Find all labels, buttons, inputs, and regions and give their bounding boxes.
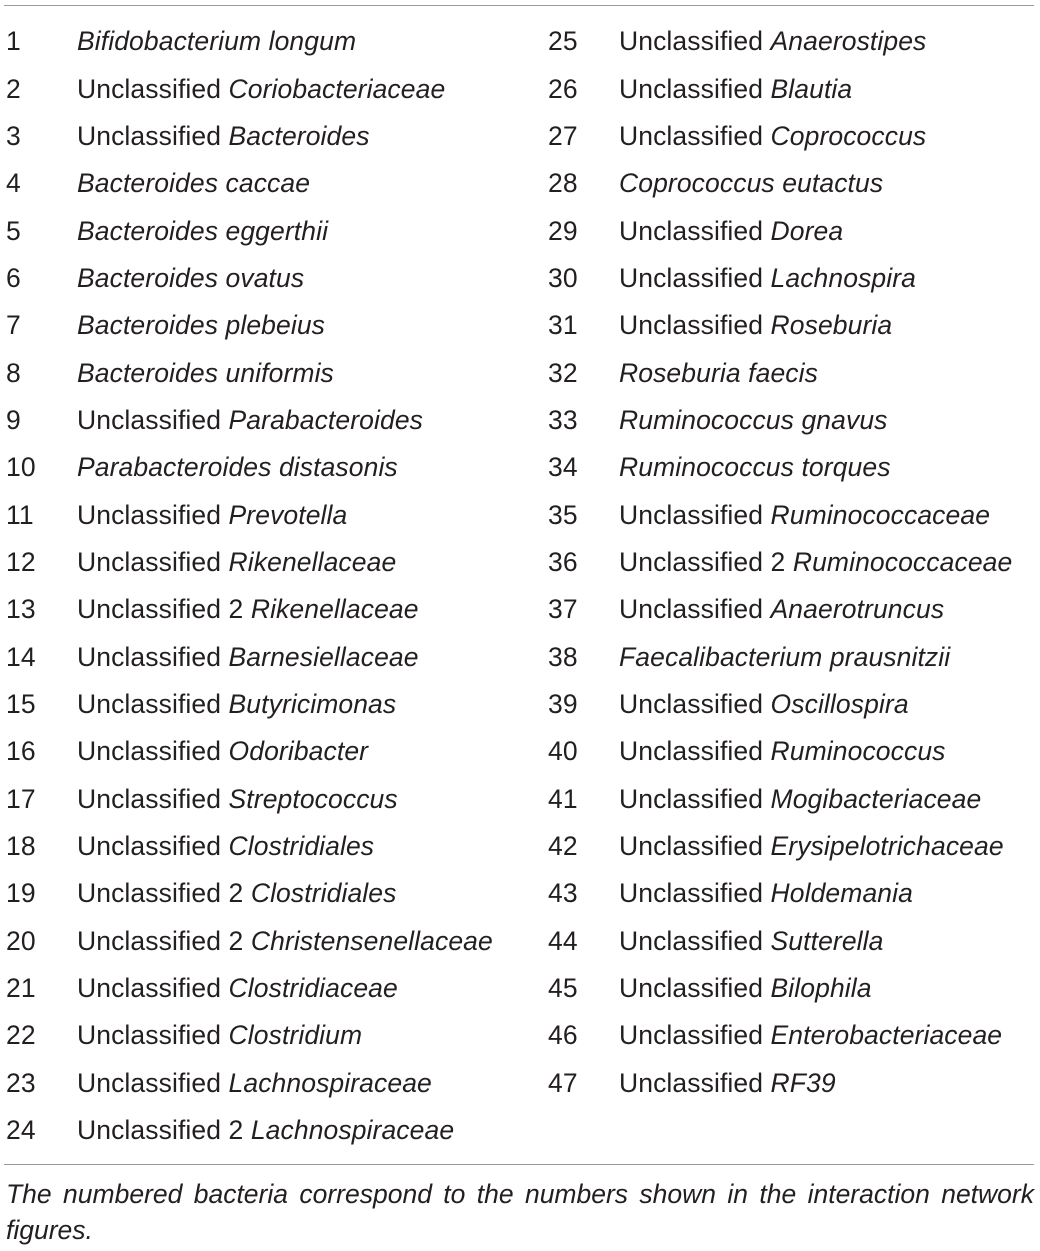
bacteria-name <box>77 263 304 294</box>
bacteria-taxon: Lachnospira <box>770 262 917 293</box>
bacteria-number: 3 <box>6 120 21 151</box>
bacteria-name <box>77 216 328 247</box>
table-row <box>548 681 1038 728</box>
bacteria-number: 32 <box>548 357 578 388</box>
bacteria-number: 16 <box>6 736 36 767</box>
bacteria-taxon: Blautia <box>770 73 853 104</box>
table-row <box>6 1107 536 1154</box>
bacteria-name-prefix: Unclassified <box>619 783 771 814</box>
bacteria-number: 7 <box>6 310 21 341</box>
table-row <box>6 207 536 254</box>
bacteria-name-prefix: Unclassified <box>77 546 229 577</box>
bacteria-taxon: Faecalibacterium prausnitzii <box>619 641 951 672</box>
table-row <box>548 539 1038 586</box>
bacteria-name <box>77 594 419 625</box>
bacteria-name <box>619 1068 836 1099</box>
bacteria-number: 8 <box>6 357 21 388</box>
bacteria-name-prefix: Unclassified 2 <box>77 1115 251 1146</box>
bacteria-taxon: Odoribacter <box>228 736 369 767</box>
bacteria-taxon: Lachnospiraceae <box>250 1115 455 1146</box>
table-row <box>548 1012 1038 1059</box>
bacteria-name <box>77 26 356 57</box>
table-row <box>6 444 536 491</box>
bacteria-taxon: Rikenellaceae <box>250 594 419 625</box>
bacteria-number: 1 <box>6 26 21 57</box>
bacteria-name <box>619 358 818 389</box>
bacteria-name <box>77 500 347 531</box>
bacteria-name <box>619 878 913 909</box>
table-row <box>548 397 1038 444</box>
bacteria-number: 43 <box>548 878 578 909</box>
table-row <box>548 728 1038 775</box>
bacteria-name <box>619 405 888 436</box>
bacteria-name <box>619 263 916 294</box>
bacteria-name-prefix: Unclassified <box>619 688 771 719</box>
bacteria-number: 5 <box>6 215 21 246</box>
table-row <box>6 681 536 728</box>
bacteria-name-prefix: Unclassified <box>619 215 771 246</box>
table-row <box>548 444 1038 491</box>
bacteria-number: 4 <box>6 168 21 199</box>
bacteria-name-prefix: Unclassified <box>619 973 771 1004</box>
bacteria-name <box>77 784 398 815</box>
bacteria-taxon: Rikenellaceae <box>228 546 397 577</box>
bacteria-name-prefix: Unclassified 2 <box>77 925 251 956</box>
table-row <box>6 823 536 870</box>
bacteria-name <box>619 926 883 957</box>
bacteria-number: 25 <box>548 26 578 57</box>
bacteria-name-prefix: Unclassified <box>77 73 229 104</box>
bacteria-name-prefix: Unclassified <box>77 1067 229 1098</box>
bacteria-name <box>77 1068 432 1099</box>
bacteria-name <box>77 74 445 105</box>
bacteria-name-prefix: Unclassified <box>619 831 771 862</box>
bacteria-number: 42 <box>548 831 578 862</box>
bacteria-number: 40 <box>548 736 578 767</box>
bacteria-number: 12 <box>6 546 36 577</box>
bacteria-number: 15 <box>6 688 36 719</box>
bacteria-taxon: Bilophila <box>770 973 872 1004</box>
bacteria-taxon: Bacteroides ovatus <box>77 262 305 293</box>
bacteria-number: 9 <box>6 404 21 435</box>
table-row <box>548 823 1038 870</box>
table-row <box>548 1060 1038 1107</box>
bacteria-name-prefix: Unclassified <box>77 404 229 435</box>
table-row <box>548 255 1038 302</box>
bacteria-taxon: Dorea <box>770 215 844 246</box>
table-row <box>548 965 1038 1012</box>
bacteria-taxon: Erysipelotrichaceae <box>770 831 1004 862</box>
bacteria-taxon: RF39 <box>770 1067 836 1098</box>
bacteria-taxon: Streptococcus <box>228 783 398 814</box>
bacteria-name-prefix: Unclassified <box>619 1067 771 1098</box>
bacteria-taxon: Parabacteroides <box>228 404 424 435</box>
table-bottom-rule <box>4 1164 1034 1165</box>
bacteria-taxon: Bacteroides uniformis <box>77 357 334 388</box>
bacteria-name <box>77 926 493 957</box>
bacteria-number: 11 <box>6 499 34 530</box>
bacteria-taxon: Clostridiales <box>228 831 375 862</box>
bacteria-name <box>77 689 396 720</box>
bacteria-name-prefix: Unclassified <box>77 783 229 814</box>
bacteria-name-prefix: Unclassified <box>619 736 771 767</box>
bacteria-number: 28 <box>548 168 578 199</box>
table-row <box>6 349 536 396</box>
table-row <box>548 918 1038 965</box>
bacteria-number: 37 <box>548 594 578 625</box>
bacteria-number: 10 <box>6 452 36 483</box>
bacteria-number: 36 <box>548 546 578 577</box>
table-row <box>548 207 1038 254</box>
bacteria-name <box>619 216 843 247</box>
table-row <box>6 586 536 633</box>
bacteria-name <box>619 594 944 625</box>
table-row <box>6 728 536 775</box>
bacteria-number: 2 <box>6 73 21 104</box>
bacteria-number: 21 <box>6 973 36 1004</box>
table-row <box>548 18 1038 65</box>
table-footnote: The numbered bacteria correspond to the numbers shown in the interaction network figures. <box>6 1179 1034 1245</box>
table-row <box>6 1012 536 1059</box>
bacteria-number: 20 <box>6 925 36 956</box>
bacteria-name-prefix: Unclassified <box>77 973 229 1004</box>
table-row <box>548 870 1038 917</box>
table-row <box>548 160 1038 207</box>
table-row <box>6 302 536 349</box>
bacteria-number: 14 <box>6 641 36 672</box>
bacteria-taxon: Clostridium <box>228 1020 363 1051</box>
bacteria-name <box>77 1115 454 1146</box>
table-row <box>6 870 536 917</box>
table-row <box>548 65 1038 112</box>
table-row <box>6 491 536 538</box>
bacteria-name <box>619 973 872 1004</box>
bacteria-taxon: Roseburia faecis <box>619 357 818 388</box>
bacteria-name-prefix: Unclassified <box>77 736 229 767</box>
bacteria-number: 23 <box>6 1067 36 1098</box>
table-row <box>6 65 536 112</box>
bacteria-number: 18 <box>6 831 36 862</box>
bacteria-number: 29 <box>548 215 578 246</box>
bacteria-name <box>619 784 981 815</box>
bacteria-taxon: Roseburia <box>770 310 893 341</box>
bacteria-taxon: Ruminococcus <box>770 736 946 767</box>
bacteria-name <box>77 310 325 341</box>
table-row <box>548 633 1038 680</box>
bacteria-name <box>77 973 398 1004</box>
bacteria-taxon: Butyricimonas <box>228 688 397 719</box>
bacteria-name-prefix: Unclassified <box>619 120 771 151</box>
bacteria-name <box>77 452 398 483</box>
bacteria-number: 45 <box>548 973 578 1004</box>
bacteria-number: 22 <box>6 1020 36 1051</box>
table-row <box>6 113 536 160</box>
bacteria-taxon: Anaerostipes <box>770 26 927 57</box>
bacteria-number: 46 <box>548 1020 578 1051</box>
bacteria-number: 39 <box>548 688 578 719</box>
bacteria-name-prefix: Unclassified <box>77 120 229 151</box>
bacteria-taxon: Anaerotruncus <box>770 594 945 625</box>
bacteria-name-prefix: Unclassified <box>77 831 229 862</box>
table-row <box>548 302 1038 349</box>
bacteria-taxon: Bacteroides caccae <box>77 168 311 199</box>
bacteria-taxon: Coriobacteriaceae <box>228 73 446 104</box>
bacteria-name-prefix: Unclassified <box>619 1020 771 1051</box>
bacteria-taxon: Ruminococcaceae <box>792 546 1013 577</box>
table-row <box>6 397 536 444</box>
bacteria-number: 34 <box>548 452 578 483</box>
bacteria-name <box>77 642 419 673</box>
bacteria-taxon: Coprococcus eutactus <box>619 168 884 199</box>
bacteria-name <box>619 689 909 720</box>
bacteria-taxon: Bacteroides <box>228 120 370 151</box>
bacteria-name <box>77 547 396 578</box>
table-row <box>548 586 1038 633</box>
table-row <box>6 255 536 302</box>
bacteria-name-prefix: Unclassified <box>619 73 771 104</box>
bacteria-number: 38 <box>548 641 578 672</box>
bacteria-number: 27 <box>548 120 578 151</box>
bacteria-taxon: Ruminococcus gnavus <box>619 404 888 435</box>
table-row <box>6 776 536 823</box>
table-row <box>548 776 1038 823</box>
bacteria-name-prefix: Unclassified <box>619 925 771 956</box>
bacteria-taxon: Christensenellaceae <box>250 925 493 956</box>
bacteria-number: 30 <box>548 262 578 293</box>
bacteria-name-prefix: Unclassified <box>77 641 229 672</box>
bacteria-name <box>619 831 1004 862</box>
table-row <box>6 1060 536 1107</box>
bacteria-name <box>619 452 891 483</box>
bacteria-name <box>77 358 334 389</box>
bacteria-taxon: Coprococcus <box>770 120 927 151</box>
bacteria-number: 26 <box>548 73 578 104</box>
bacteria-number: 47 <box>548 1067 578 1098</box>
bacteria-taxon: Bacteroides plebeius <box>77 310 326 341</box>
bacteria-taxon: Barnesiellaceae <box>228 641 419 672</box>
bacteria-name-prefix: Unclassified <box>77 688 229 719</box>
bacteria-taxon: Bacteroides eggerthii <box>77 215 329 246</box>
bacteria-name <box>77 121 370 152</box>
bacteria-taxon: Clostridiales <box>250 878 397 909</box>
bacteria-taxon: Prevotella <box>228 499 348 530</box>
bacteria-name <box>77 405 423 436</box>
bacteria-number: 31 <box>548 310 578 341</box>
bacteria-name-prefix: Unclassified <box>619 878 771 909</box>
bacteria-name-prefix: Unclassified <box>77 1020 229 1051</box>
bacteria-number: 35 <box>548 499 578 530</box>
bacteria-name <box>619 642 950 673</box>
bacteria-name-prefix: Unclassified <box>619 594 771 625</box>
bacteria-taxon: Bifidobacterium longum <box>77 26 357 57</box>
bacteria-name <box>619 26 926 57</box>
bacteria-name-prefix: Unclassified 2 <box>619 546 793 577</box>
bacteria-number: 17 <box>6 783 36 814</box>
bacteria-name-prefix: Unclassified <box>619 499 771 530</box>
bacteria-name <box>77 878 396 909</box>
bacteria-taxon: Enterobacteriaceae <box>770 1020 1003 1051</box>
bacteria-name-prefix: Unclassified 2 <box>77 878 251 909</box>
bacteria-name-prefix: Unclassified 2 <box>77 594 251 625</box>
table-row <box>6 965 536 1012</box>
bacteria-name <box>619 1020 1002 1051</box>
bacteria-name <box>619 500 990 531</box>
bacteria-name-prefix: Unclassified <box>77 499 229 530</box>
bacteria-number: 44 <box>548 925 578 956</box>
bacteria-taxon: Parabacteroides distasonis <box>77 452 398 483</box>
bacteria-number: 24 <box>6 1115 36 1146</box>
bacteria-name-prefix: Unclassified <box>619 310 771 341</box>
bacteria-number: 13 <box>6 594 36 625</box>
table-row <box>6 918 536 965</box>
bacteria-taxon: Oscillospira <box>770 688 909 719</box>
bacteria-taxon: Ruminococcus torques <box>619 452 891 483</box>
bacteria-taxon: Sutterella <box>770 925 884 956</box>
bacteria-number: 41 <box>548 783 578 814</box>
bacteria-name <box>619 736 946 767</box>
table-row <box>548 113 1038 160</box>
table-row <box>6 539 536 586</box>
bacteria-name <box>619 310 892 341</box>
table-row <box>6 633 536 680</box>
table-row <box>548 349 1038 396</box>
bacteria-taxon: Lachnospiraceae <box>228 1067 432 1098</box>
bacteria-name-prefix: Unclassified <box>619 262 771 293</box>
bacteria-taxon: Ruminococcaceae <box>770 499 991 530</box>
bacteria-name <box>619 168 883 199</box>
bacteria-taxon: Mogibacteriaceae <box>770 783 982 814</box>
table-row <box>6 160 536 207</box>
bacteria-number: 33 <box>548 404 578 435</box>
table-top-rule <box>4 5 1034 6</box>
bacteria-name-prefix: Unclassified <box>619 26 771 57</box>
bacteria-number: 19 <box>6 878 36 909</box>
table-row <box>6 18 536 65</box>
bacteria-number: 6 <box>6 262 21 293</box>
bacteria-name <box>77 1020 362 1051</box>
bacteria-taxon: Holdemania <box>770 878 913 909</box>
table-left-column <box>6 18 536 1154</box>
table-row <box>548 491 1038 538</box>
bacteria-name <box>619 74 852 105</box>
bacteria-taxon: Clostridiaceae <box>228 973 398 1004</box>
bacteria-name <box>77 831 374 862</box>
bacteria-name <box>619 547 1012 578</box>
table-right-column <box>548 18 1038 1107</box>
bacteria-name <box>619 121 926 152</box>
bacteria-name <box>77 736 368 767</box>
bacteria-name <box>77 168 310 199</box>
